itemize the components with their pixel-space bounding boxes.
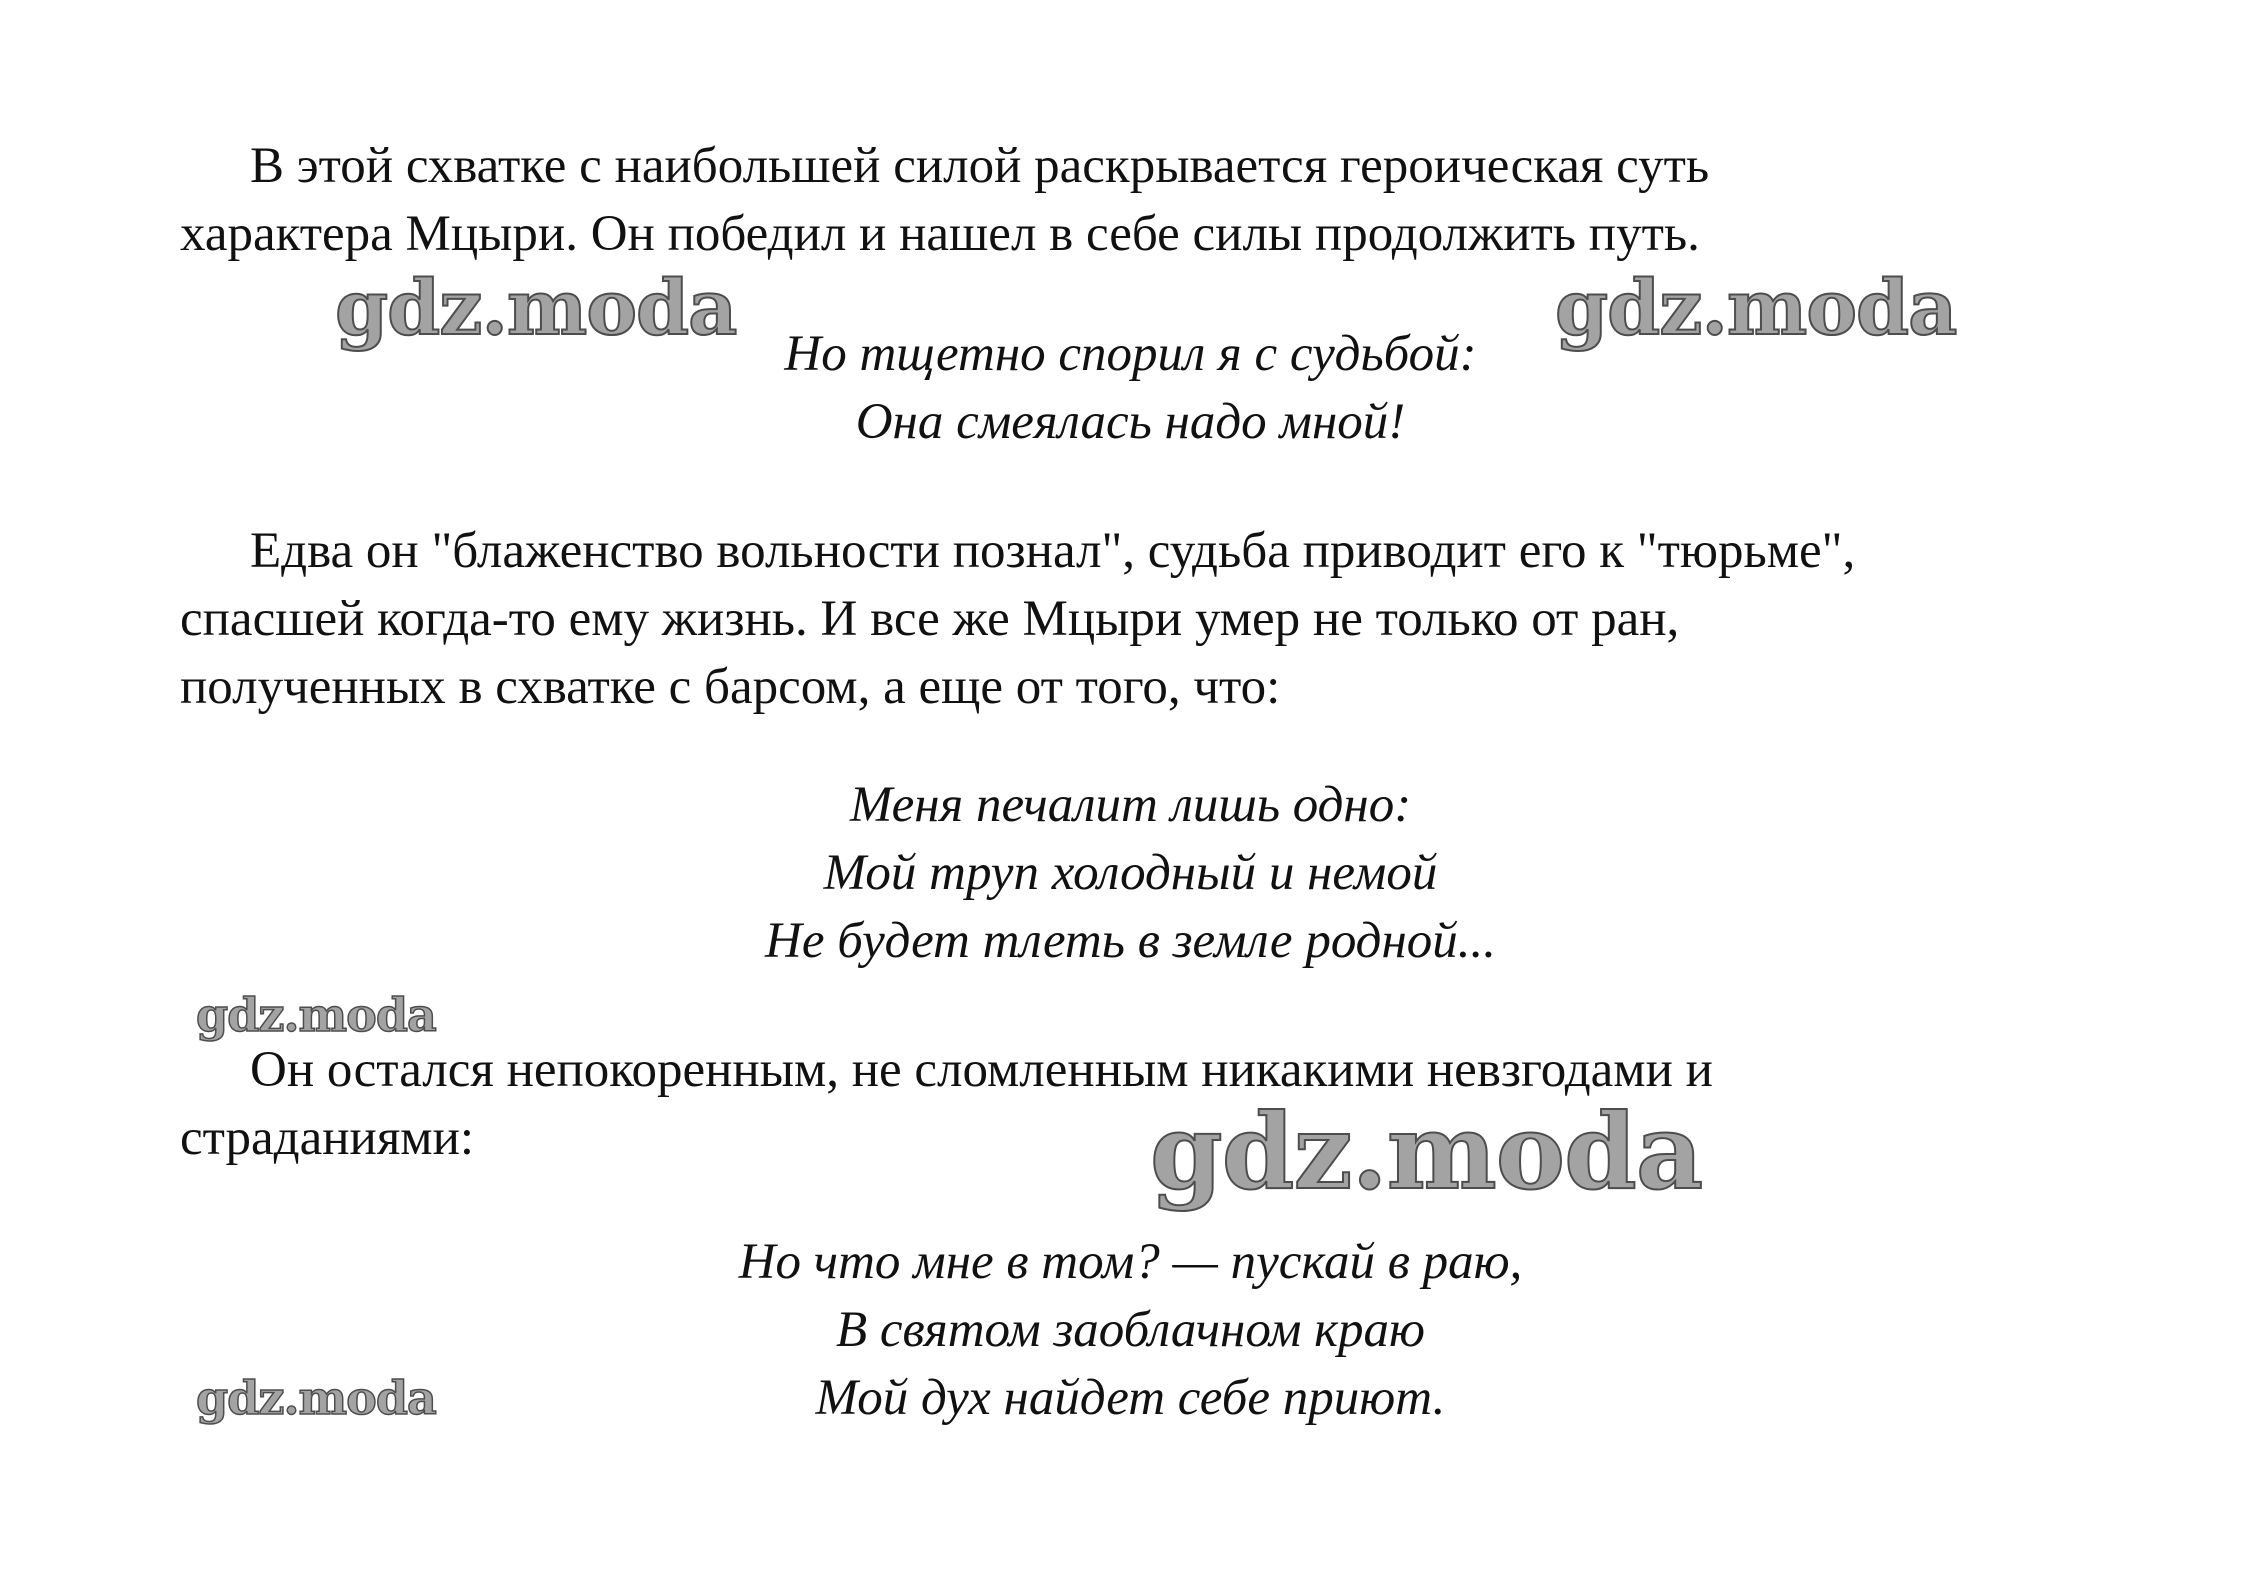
watermark: gdz.moda <box>196 988 436 1042</box>
watermark: gdz.moda <box>335 263 737 352</box>
paragraph-1 <box>180 132 1709 268</box>
watermark: gdz.moda <box>1150 1090 1703 1213</box>
verse-line: Мой труп холодный и немой <box>823 845 1438 901</box>
paragraph-line: полученных в схватке с барсом, а еще от того, что: <box>180 659 1281 715</box>
paragraph-line: спасшей когда-то ему жизнь. И все же Мцыри умер не только от ран, <box>180 591 1680 647</box>
paragraph-line: страданиями: <box>180 1110 475 1166</box>
verse-line: В святом заоблачном краю <box>836 1302 1425 1358</box>
verse-line: Она смеялась надо мной! <box>855 394 1406 450</box>
verse-line: Меня печалит лишь одно: <box>849 777 1412 833</box>
paragraph-line: характера Мцыри. Он победил и нашел в себе силы продолжить путь. <box>180 206 1700 262</box>
paragraph-2 <box>180 517 1855 721</box>
verse-line: Но что мне в том? — пускай в раю, <box>738 1234 1523 1290</box>
paragraph-line: Он остался непокоренным, не сломленным никакими невзгодами и <box>250 1042 1713 1098</box>
verse-line: Не будет тлеть в земле родной... <box>764 913 1496 969</box>
paragraph-line: Едва он "блаженство вольности познал", судьба приводит его к "тюрьме", <box>250 523 1856 579</box>
verse-2 <box>0 771 2261 975</box>
verse-line: Мой дух найдет себе приют. <box>815 1370 1446 1426</box>
verse-line: Но тщетно спорил я с судьбой: <box>784 326 1477 382</box>
watermark: gdz.moda <box>196 1371 436 1425</box>
paragraph-line: В этой схватке с наибольшей силой раскрывается героическая суть <box>250 138 1710 194</box>
watermark: gdz.moda <box>1555 263 1957 352</box>
